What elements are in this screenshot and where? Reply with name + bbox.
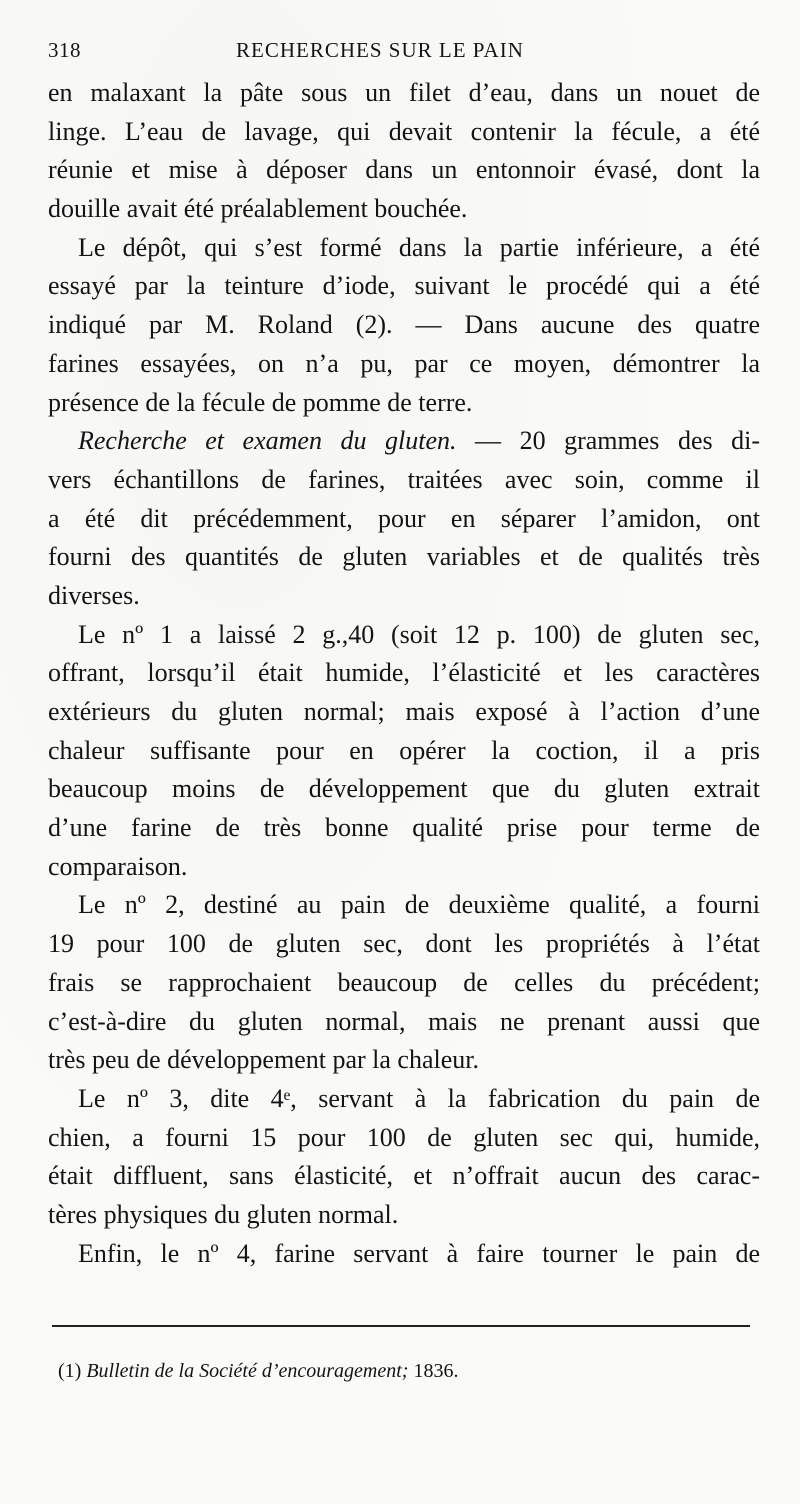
footnote-rule — [52, 1325, 750, 1327]
text-line: c’est-à-dire du gluten normal, mais ne prenant aussi que — [48, 1006, 760, 1036]
text-line: très peu de développement par la chaleur. — [48, 1045, 479, 1075]
text-line: comparaison. — [48, 851, 188, 881]
text-line: chien, a fourni 15 pour 100 de gluten sec qui, humide, — [48, 1122, 760, 1152]
text-line: Enfin, le nº 4, farine servant à faire tourner le pain de — [78, 1238, 760, 1268]
text-line: était diffluent, sans élasticité, et n’offrait aucun des carac- — [48, 1161, 760, 1191]
text-line: Le dépôt, qui s’est formé dans la partie inférieure, a été — [78, 232, 760, 262]
section-heading-line — [48, 422, 760, 461]
text-line: extérieurs du gluten normal; mais exposé à l’action d’une — [48, 697, 760, 726]
text-line: en malaxant la pâte sous un filet d’eau, dans un nouet de — [48, 78, 760, 107]
page-number: 318 — [48, 38, 81, 62]
text-line: a été dit précédemment, pour en séparer l’amidon, ont — [48, 503, 760, 533]
text-line: essayé par la teinture d’iode, suivant le procédé qui a été — [48, 271, 760, 301]
running-title: RECHERCHES SUR LE PAIN — [236, 38, 524, 62]
text-line: réunie et mise à déposer dans un entonnoir évasé, dont la — [48, 155, 760, 185]
text-line-tail: — 20 grammes des di- — [475, 426, 761, 456]
footnote-citation: Bulletin de la Société d’encouragement; — [86, 1360, 409, 1382]
body-text — [48, 74, 760, 1273]
text-line: Le nº 3, dite 4ᵉ, servant à la fabrication du pain de — [78, 1083, 760, 1113]
text-line: frais se rapprochaient beaucoup de celles du précédent; — [48, 967, 760, 997]
text-line: d’une farine de très bonne qualité prise pour terme de — [48, 813, 760, 843]
text-line: farines essayées, on n’a pu, par ce moyen, démontrer la — [48, 348, 760, 378]
text-line: douille avait été préalablement bouchée. — [48, 194, 468, 224]
section-heading: Recherche et examen du gluten. — [78, 426, 457, 456]
footnote-marker: (1) — [58, 1360, 82, 1382]
footnote-year: 1836. — [413, 1360, 459, 1382]
text-line: indiqué par M. Roland (2). — Dans aucune des quatre — [48, 310, 760, 340]
text-line: Le nº 2, destiné au pain de deuxième qualité, a fourni — [78, 890, 760, 920]
text-line: beaucoup moins de développement que du gluten extrait — [48, 774, 760, 804]
text-line: Le nº 1 a laissé 2 g.,40 (soit 12 p. 100) de gluten sec, — [78, 619, 760, 649]
text-line: 19 pour 100 de gluten sec, dont les propriétés à l’état — [48, 929, 760, 959]
text-line: présence de la fécule de pomme de terre. — [48, 387, 473, 417]
text-line: tères physiques du gluten normal. — [48, 1199, 399, 1229]
text-line: offrant, lorsqu’il était humide, l’élasticité et les caractères — [48, 658, 760, 688]
running-header — [48, 38, 758, 68]
text-line: fourni des quantités de gluten variables et de qualités très — [48, 542, 760, 572]
text-line: linge. L’eau de lavage, qui devait contenir la fécule, a été — [48, 116, 760, 146]
text-line: vers échantillons de farines, traitées avec soin, comme il — [48, 464, 760, 494]
footnote — [58, 1360, 458, 1383]
text-line: diverses. — [48, 580, 140, 610]
text-line: chaleur suffisante pour en opérer la coction, il a pris — [48, 735, 760, 765]
